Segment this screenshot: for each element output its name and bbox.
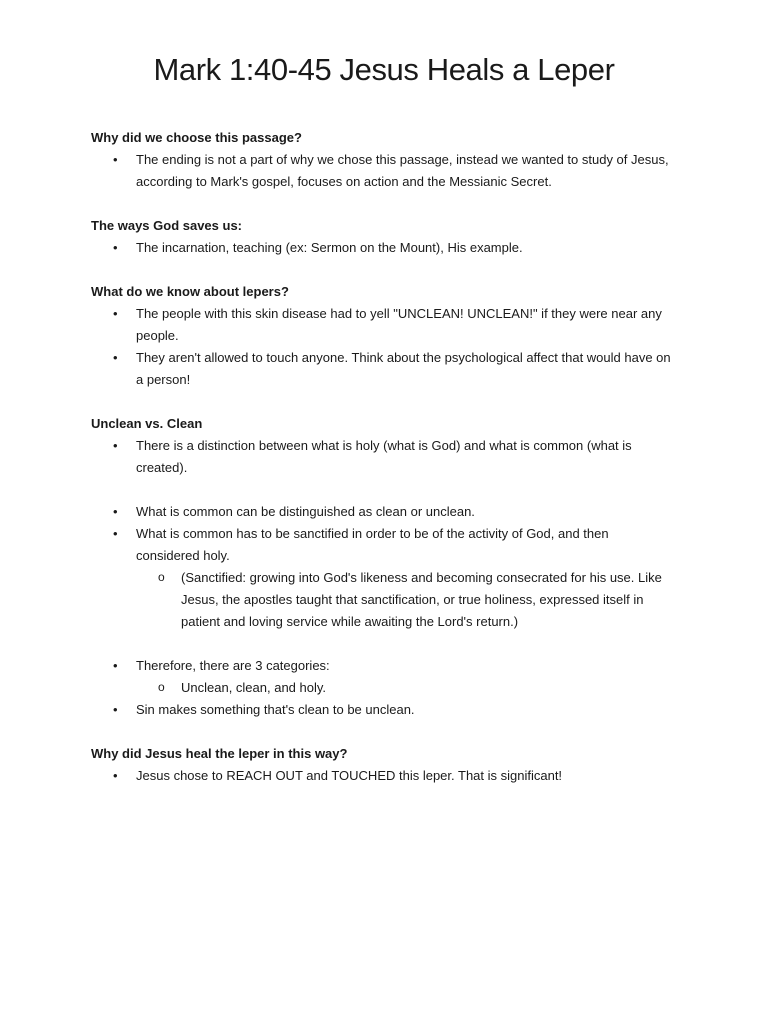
section-heading-passage: Why did we choose this passage?	[91, 130, 302, 145]
categories-list	[91, 655, 671, 721]
passage-list	[91, 149, 671, 193]
list-item: • They aren't allowed to touch anyone. Think about the psychological affect that would have on a person!	[91, 347, 671, 391]
clean-list-continued	[91, 501, 671, 633]
list-item: • Therefore, there are 3 categories:	[91, 655, 671, 677]
section-heading-clean: Unclean vs. Clean	[91, 416, 203, 431]
list-item: • There is a distinction between what is holy (what is God) and what is common (what is created).	[91, 435, 671, 479]
list-item: • Sin makes something that's clean to be unclean.	[91, 699, 671, 721]
section-heading-lepers: What do we know about lepers?	[91, 284, 289, 299]
list-item: • The ending is not a part of why we chose this passage, instead we wanted to study of Jesus, according to Mark's gospel, focuses on action and the Messianic Secret.	[91, 149, 671, 193]
ways-list	[91, 237, 671, 259]
list-item: • What is common has to be sanctified in order to be of the activity of God, and then considered holy.	[91, 523, 671, 567]
sub-list-item: o (Sanctified: growing into God's likeness and becoming consecrated for his use. Like Jesus, the apostles taught that sanctification, or true holiness, expressed itself in patient and loving service while awaiting the Lord's return.)	[91, 567, 671, 633]
sub-list-item: o Unclean, clean, and holy.	[91, 677, 671, 699]
document-body	[91, 127, 671, 787]
list-item: • The incarnation, teaching (ex: Sermon on the Mount), His example.	[91, 237, 671, 259]
list-item: • Jesus chose to REACH OUT and TOUCHED this leper. That is significant!	[91, 765, 671, 787]
clean-list	[91, 435, 671, 479]
page-title: Mark 1:40-45 Jesus Heals a Leper	[153, 52, 615, 87]
section-heading-heal: Why did Jesus heal the leper in this way?	[91, 746, 348, 761]
list-item: • The people with this skin disease had to yell "UNCLEAN! UNCLEAN!" if they were near any people.	[91, 303, 671, 347]
heal-list	[91, 765, 671, 787]
section-heading-ways: The ways God saves us:	[91, 218, 243, 233]
list-item: • What is common can be distinguished as clean or unclean.	[91, 501, 671, 523]
lepers-list	[91, 303, 671, 391]
